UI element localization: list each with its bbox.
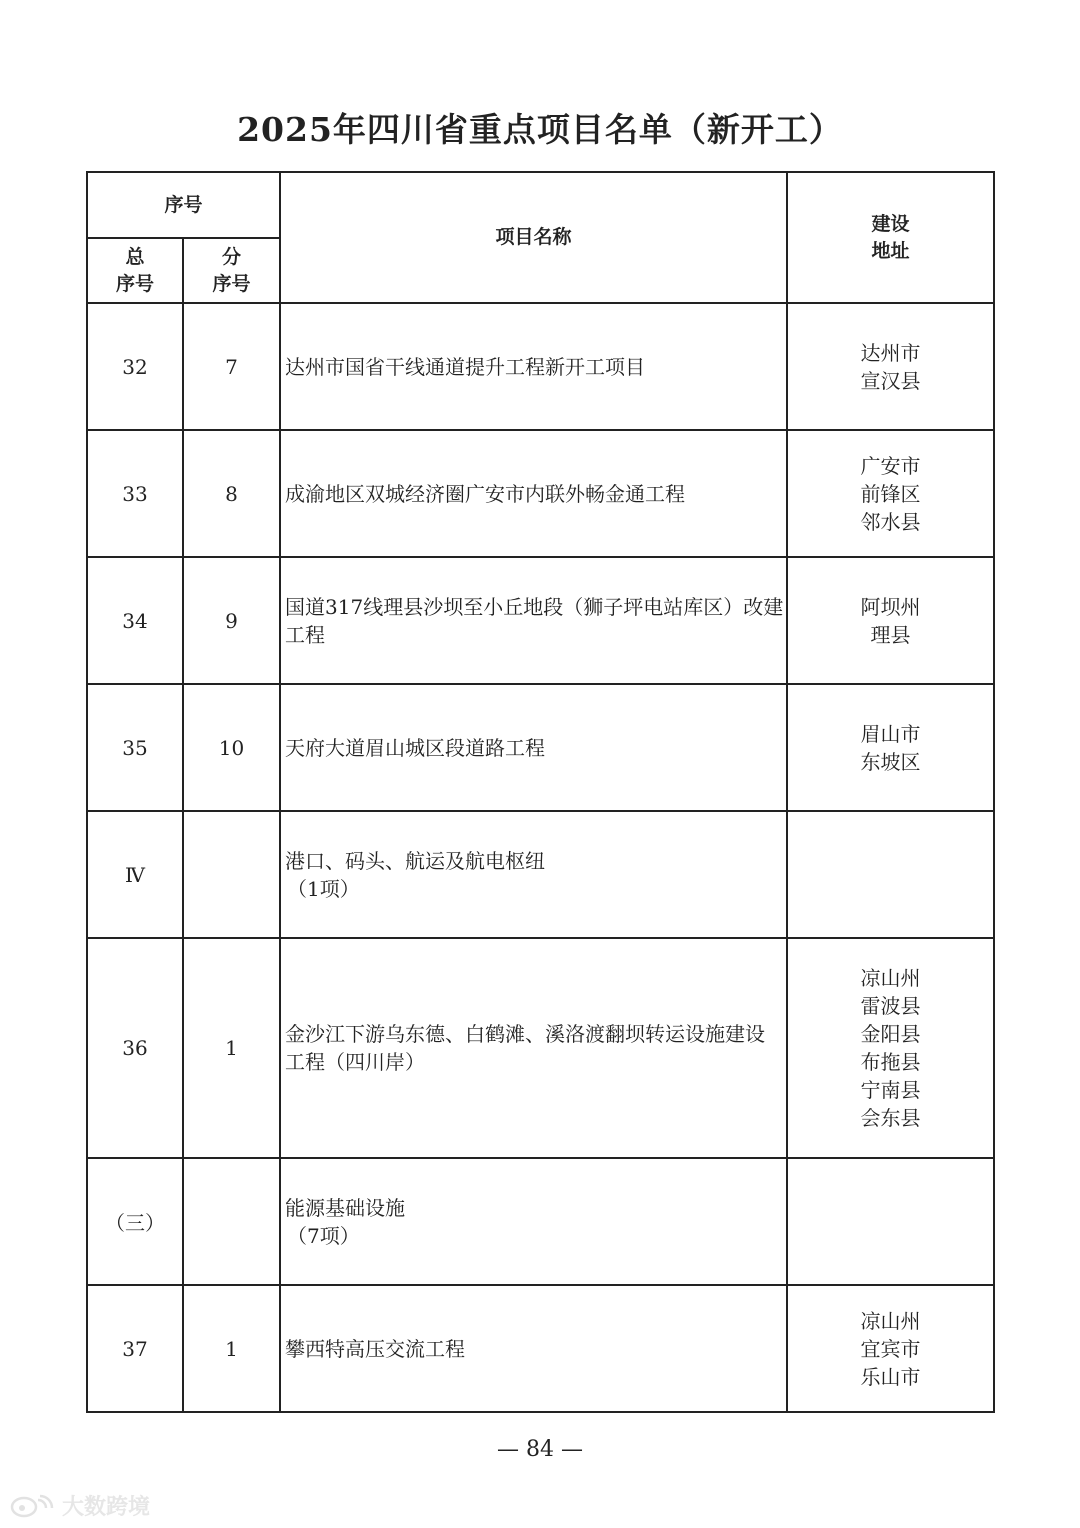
table-row [87,557,994,684]
address-text: 凉山州 宜宾市 乐山市 [860,1308,921,1389]
header-sub-seq-text: 分 序号 [212,245,251,295]
cell-sub-seq: 1 [183,938,280,1158]
table-row [87,430,994,557]
weibo-logo-icon [10,1494,56,1518]
watermark [10,1490,150,1521]
cell-sub-seq: 7 [183,303,280,430]
cell-address [787,1285,994,1412]
address-text: 广安市 前锋区 邻水县 [860,453,921,534]
header-address [787,172,994,303]
project-count-text: （1项） [287,876,360,901]
project-count-text: （7项） [287,1223,360,1248]
cell-sub-seq [183,811,280,938]
cell-project-name [280,938,787,1158]
project-name-text: 国道317线理县沙坝至小丘地段（狮子坪电站库区）改建工程 [285,594,784,647]
cell-project-name [280,1158,787,1285]
header-seq: 序号 [87,172,280,238]
cell-address [787,1158,994,1285]
header-address-text: 建设 地址 [871,212,910,262]
project-name-text: 达州市国省干线通道提升工程新开工项目 [285,354,646,379]
address-text: 凉山州 雷波县 金阳县 布拖县 宁南县 会东县 [860,966,921,1130]
header-row [87,172,994,238]
cell-total-seq: 32 [87,303,183,430]
project-name-text: 能源基础设施 [285,1195,406,1220]
cell-total-seq: Ⅳ [87,811,183,938]
cell-project-name [280,430,787,557]
project-name-text: 金沙江下游乌东德、白鹤滩、溪洛渡翻坝转运设施建设工程（四川岸） [285,1022,766,1074]
cell-project-name [280,684,787,811]
table-row [87,684,994,811]
address-text: 阿坝州 理县 [860,594,921,647]
page-title: 2025年四川省重点项目名单（新开工） [237,110,843,149]
cell-address [787,684,994,811]
header-total-seq-text: 总 序号 [115,245,154,295]
address-text: 眉山市 东坡区 [860,721,921,774]
cell-total-seq: 36 [87,938,183,1158]
header-total-seq [87,238,183,303]
cell-project-name [280,811,787,938]
cell-address [787,811,994,938]
table-row [87,1158,994,1285]
cell-sub-seq: 8 [183,430,280,557]
project-table [86,171,995,1413]
table-row [87,1285,994,1412]
cell-total-seq: 33 [87,430,183,557]
table-row [87,938,994,1158]
cell-sub-seq: 1 [183,1285,280,1412]
header-project-name: 项目名称 [280,172,787,303]
project-name-text: 成渝地区双城经济圈广安市内联外畅金通工程 [285,481,686,506]
cell-address [787,430,994,557]
project-name-text: 天府大道眉山城区段道路工程 [285,735,546,760]
cell-total-seq: 34 [87,557,183,684]
cell-project-name [280,1285,787,1412]
table-row [87,811,994,938]
cell-total-seq: （三） [87,1158,183,1285]
project-name-text: 港口、码头、航运及航电枢纽 [285,848,546,873]
page-number: — 84 — [497,1437,583,1462]
cell-sub-seq: 9 [183,557,280,684]
address-text: 达州市 宣汉县 [860,340,921,393]
cell-sub-seq [183,1158,280,1285]
cell-project-name [280,303,787,430]
watermark-text: 大数跨境 [62,1495,151,1520]
cell-total-seq: 35 [87,684,183,811]
table-row [87,303,994,430]
header-sub-seq [183,238,280,303]
cell-total-seq: 37 [87,1285,183,1412]
cell-project-name [280,557,787,684]
cell-address [787,938,994,1158]
cell-address [787,303,994,430]
cell-address [787,557,994,684]
cell-sub-seq: 10 [183,684,280,811]
project-name-text: 攀西特高压交流工程 [285,1336,466,1361]
